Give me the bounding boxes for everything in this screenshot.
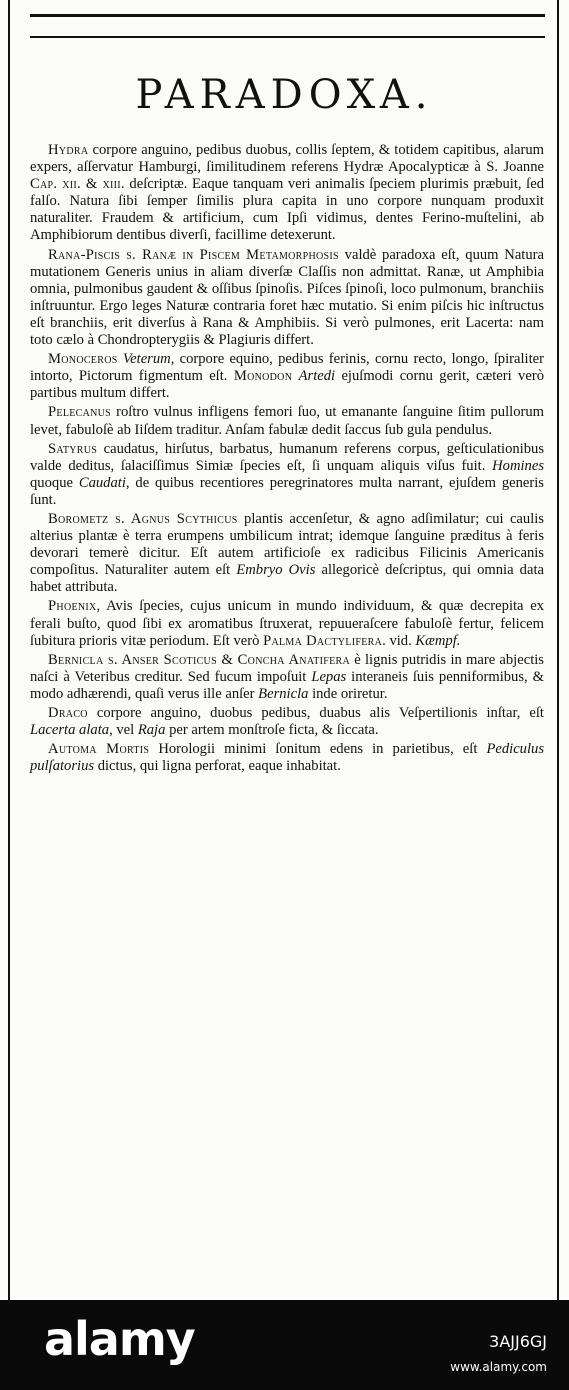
text-run: inde oriretur. (308, 685, 388, 702)
text-run: Palma Dactylifera (263, 632, 383, 649)
paragraph-7 (30, 598, 544, 649)
text-run: ejuſmodi cornu gerit, cæteri verò partibus multum differt. (30, 368, 544, 402)
text-run: Cap. xii. & xiii. (30, 176, 125, 193)
text-run: Artedi (298, 368, 336, 385)
image-code: 3AJJ6GJ (489, 1332, 547, 1351)
page-title: PARADOXA. (135, 72, 434, 118)
text-run: per artem monſtroſe ficta, & ſiccata. (165, 722, 379, 739)
text-run: allegoricè deſcriptus, qui omnia data habet attributa. (30, 562, 544, 596)
text-run: Borometz s. Agnus Scythicus (48, 510, 238, 527)
text-run: , Avis ſpecies, cujus unicum in mundo individuum, & quæ decrepita ex ferali buſto, quod ſibi ex aromatibus ſtruxerat, repuueraſcere fabuloſè fertur, felicem ſubitura prioris vitæ periodum. Eſt verò (30, 598, 544, 649)
text-run: dictus, qui ligna perforat, eaque inhabitat. (94, 758, 341, 775)
text-run: Monoceros (48, 351, 118, 368)
text-run: . vid. (382, 632, 416, 649)
text-run: plantis accenſetur, & agno adſimilatur; cui caulis alterius plantæ è terra erumpens umbilicum intrat; idemque ſanguine præditus à feris devorari temerè dicitur. Eſt autem artificioſe ex radicibus Filicinis Americanis compoſitus. Naturaliter autem eſt (30, 510, 544, 579)
text-run: roſtro vulnus infligens femori ſuo, ut emanante ſanguine ſitim pullorum levet, fabuloſè ab Iiſdem traditur. Anſam fabulæ dedit ſaccus ſub gula pendulus. (30, 404, 544, 438)
text-run: Pediculus pulſatorius (30, 741, 545, 775)
text-run: Pelecanus (48, 404, 112, 421)
text-run: , vel (109, 722, 138, 739)
text-run: Embryo Ovis (236, 562, 316, 579)
alamy-logo: alamy (44, 1312, 195, 1366)
text-run: quoque (30, 474, 79, 491)
text-run: valdè paradoxa eſt, quum Natura mutationem Generis unius in aliam diverſæ Claſſis non admittat. Ranæ, ut Amphibia omnia, pulmonibus gaudent & oſſibus ſpinoſis. Piſces ſpinoſi, loco pulmonum, branchiis inſtruuntur. Ergo leges Naturæ contraria foret hæc mutatio. Si enim piſcis hic inſtructus eſt branchiis, erit diverſus à Rana & Amphibiis. Si verò pulmones, erit Lacerta: nam toto cælo à Chondropterygiis & Plagiuris differt. (30, 246, 544, 349)
text-run: interaneis ſuis penniformibus, & modo adhærendi, quaſi verus ille anſer (30, 668, 545, 702)
text-run: Bernicla s. Anser Scoticus & Concha Anatifera (48, 651, 351, 668)
text-run: Rana-Piscis s. Ranæ in Piscem Metamorphosis (48, 246, 339, 263)
paragraph-9 (30, 705, 544, 739)
text-run: Bernicla (258, 685, 309, 702)
paragraph-4 (30, 404, 544, 438)
body-text (30, 142, 544, 777)
page-border-right (557, 0, 559, 1300)
second-rule (30, 36, 545, 38)
text-run: Kæmpf. (415, 632, 461, 649)
text-run: Satyrus (48, 440, 98, 457)
paragraph-5 (30, 441, 544, 509)
text-run: Homines (492, 457, 544, 474)
text-run: Lacerta alata (30, 722, 110, 739)
paragraph-1 (30, 142, 544, 245)
text-run: Automa Mortis (48, 741, 150, 758)
text-run: , de quibus recentiores peregrinatores multa narrant, ejuſdem generis ſunt. (30, 474, 544, 508)
text-run: Draco (48, 705, 88, 721)
text-run: deſcriptæ. Eaque tanquam veri animalis ſpeciem plurimis præbuit, ſed falſo. Natura ſibi ſemper ſimilis plura capita in uno corpore nunquam produxit naturaliter. Fraudem & artificium, cum Ipſi vidimus, dentes Ferino-muſtelini, ab Amphibiorum dentibus diverſi, facillime detexerunt. (30, 176, 544, 244)
paragraph-6 (30, 511, 544, 596)
paragraph-8 (30, 652, 544, 703)
paragraph-10 (30, 741, 544, 775)
paragraph-3 (30, 351, 544, 402)
text-run: corpore anguino, pedibus duobus, collis ſeptem, & totidem capitibus, alarum expers, aſſervatur Hamburgi, ſimilitudinem referens Hydræ Apocalypticæ à S. Joanne (30, 142, 544, 176)
text-run: Veterum (122, 351, 171, 368)
text-run: Lepas (311, 668, 347, 685)
text-run: Monodon (233, 368, 293, 385)
text-run: caudatus, hirſutus, barbatus, humanum referens corpus, geſticulationibus valde deditus, ſalaciſſimus Simiæ ſpecies eſt, ſi unquam aliquis viſus fuit. (30, 440, 544, 474)
text-run: Phoenix (48, 598, 97, 615)
text-run: Caudati (78, 474, 126, 491)
page-border-left (8, 0, 10, 1300)
paragraph-2 (30, 247, 544, 350)
site-url: www.alamy.com (450, 1360, 547, 1374)
text-run: Hydra (48, 142, 89, 158)
top-rule (30, 14, 545, 17)
text-run: è lignis putridis in mare abjectis naſci à Veteribus creditur. Sed fucum impoſuit (30, 651, 544, 685)
text-run: Raja (137, 722, 166, 739)
text-run: Horologii minimi ſonitum edens in parietibus, eſt (149, 741, 487, 758)
text-run: corpore anguino, duobus pedibus, duabus alis Veſpertilionis inſtar, eſt (87, 705, 544, 721)
text-run: , corpore equino, pedibus ferinis, cornu recto, longo, ſpiraliter intorto, Pictorum figmentum eſt. (30, 351, 544, 385)
